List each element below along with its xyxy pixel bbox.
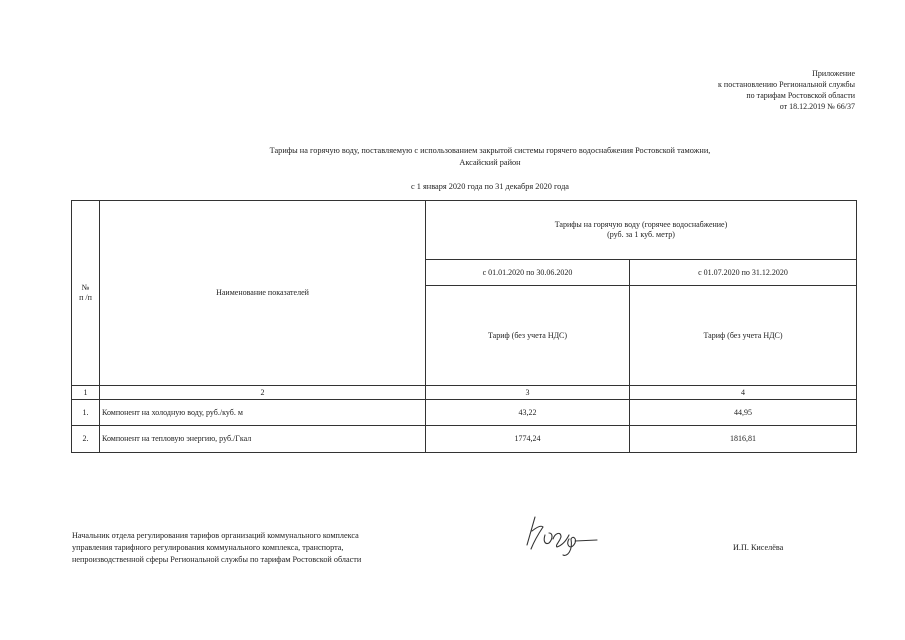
index-cell: 3 <box>426 386 630 400</box>
row-value-1: 43,22 <box>426 400 630 426</box>
document-title <box>150 145 830 169</box>
position-line: непроизводственной сферы Региональной службы по тарифам Ростовской области <box>72 555 362 564</box>
header-period-2: с 01.07.2020 по 31.12.2020 <box>630 260 857 286</box>
signer-name: И.П. Киселёва <box>733 543 784 552</box>
title-line: Тарифы на горячую воду, поставляемую с использованием закрытой системы горячего водоснабжения Ростовской таможни, <box>269 146 711 155</box>
header-period-1: с 01.01.2020 по 30.06.2020 <box>426 260 630 286</box>
title-line: Аксайский район <box>459 158 521 167</box>
header-tariffs <box>426 201 857 260</box>
header-num-line: п /п <box>79 293 92 302</box>
header-tariff-label-1: Тариф (без учета НДС) <box>426 286 630 386</box>
signature-position <box>72 530 361 566</box>
header-num <box>72 201 100 386</box>
position-line: Начальник отдела регулирования тарифов организаций коммунального комплекса <box>72 531 359 540</box>
table-row <box>72 426 857 453</box>
row-name: Компонент на холодную воду, руб./куб. м <box>100 400 426 426</box>
header-tariffs-line: Тарифы на горячую воду (горячее водоснабжение) <box>554 220 728 229</box>
index-cell: 2 <box>100 386 426 400</box>
tariffs-table <box>71 200 857 453</box>
row-value-2: 1816,81 <box>630 426 857 453</box>
row-num: 2. <box>72 426 100 453</box>
appendix-line: по тарифам Ростовской области <box>746 91 855 100</box>
appendix-line: к постановлению Региональной службы <box>718 80 855 89</box>
row-num: 1. <box>72 400 100 426</box>
header-num-line: № <box>81 283 90 292</box>
header-tariff-label-2: Тариф (без учета НДС) <box>630 286 857 386</box>
appendix-line: от 18.12.2019 № 66/37 <box>779 102 855 111</box>
appendix-line: Приложение <box>812 69 855 78</box>
table-row <box>72 400 857 426</box>
row-name: Компонент на тепловую энергию, руб./Гкал <box>100 426 426 453</box>
position-line: управления тарифного регулирования коммунального комплекса, транспорта, <box>72 543 344 552</box>
index-cell: 1 <box>72 386 100 400</box>
period-text: с 1 января 2020 года по 31 декабря 2020 года <box>411 182 569 191</box>
header-tariffs-line: (руб. за 1 куб. метр) <box>607 230 675 239</box>
header-name: Наименование показателей <box>100 201 426 386</box>
appendix-note <box>718 68 855 112</box>
row-value-2: 44,95 <box>630 400 857 426</box>
row-value-1: 1774,24 <box>426 426 630 453</box>
index-cell: 4 <box>630 386 857 400</box>
handwritten-signature <box>515 505 605 565</box>
